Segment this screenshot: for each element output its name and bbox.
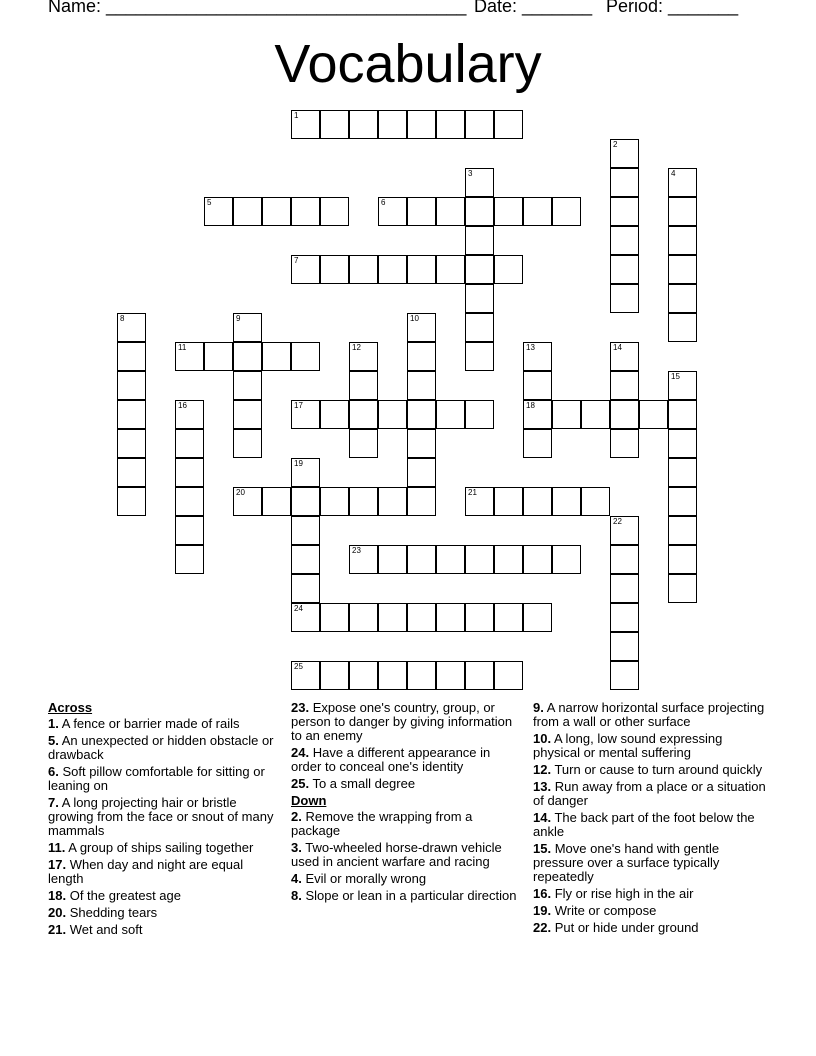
- clue-item: [533, 732, 769, 760]
- clue-item: [291, 810, 517, 838]
- clue-number: 25: [294, 662, 303, 671]
- clue-item: [533, 887, 769, 901]
- crossword-cell[interactable]: [610, 632, 639, 661]
- crossword-cell[interactable]: [291, 342, 320, 371]
- clue-text: Move one's hand with gentle pressure over a surface typically repeatedly: [533, 841, 720, 884]
- crossword-cell[interactable]: [407, 255, 436, 284]
- crossword-cell[interactable]: [465, 487, 494, 516]
- crossword-cell[interactable]: [378, 545, 407, 574]
- clue-number-label: 4.: [291, 871, 302, 886]
- crossword-cell[interactable]: [262, 342, 291, 371]
- crossword-cell[interactable]: [320, 603, 349, 632]
- crossword-cell[interactable]: [349, 429, 378, 458]
- clue-number: 10: [410, 314, 419, 323]
- down-heading: Down: [291, 793, 327, 808]
- crossword-cell[interactable]: [378, 197, 407, 226]
- name-field-label: Name: ____________________________________: [48, 0, 467, 16]
- clue-number-label: 6.: [48, 764, 59, 779]
- clue-number: 21: [468, 488, 477, 497]
- crossword-cell[interactable]: [581, 487, 610, 516]
- clue-item: [48, 906, 274, 920]
- clue-number: 24: [294, 604, 303, 613]
- crossword-cell[interactable]: [378, 661, 407, 690]
- crossword-cell[interactable]: [668, 487, 697, 516]
- clue-text: Evil or morally wrong: [305, 871, 427, 886]
- clue-text: Shedding tears: [69, 905, 158, 920]
- crossword-cell[interactable]: [668, 516, 697, 545]
- crossword-cell[interactable]: [610, 400, 639, 429]
- crossword-cell[interactable]: [668, 400, 697, 429]
- crossword-cell[interactable]: [320, 487, 349, 516]
- clue-column-1: [48, 701, 274, 940]
- clue-number: 8: [120, 314, 125, 323]
- crossword-cell[interactable]: [291, 110, 320, 139]
- crossword-cell[interactable]: [668, 458, 697, 487]
- crossword-cell[interactable]: [465, 603, 494, 632]
- clue-text: Put or hide under ground: [554, 920, 699, 935]
- crossword-cell[interactable]: [291, 487, 320, 516]
- clue-number-label: 14.: [533, 810, 552, 825]
- clue-text: Fly or rise high in the air: [554, 886, 694, 901]
- clue-item: [48, 734, 274, 762]
- crossword-cell[interactable]: [523, 603, 552, 632]
- clue-text: A fence or barrier made of rails: [61, 716, 240, 731]
- crossword-cell[interactable]: [117, 458, 146, 487]
- clue-item: [48, 923, 274, 937]
- clue-text: Two-wheeled horse-drawn vehicle used in ancient warfare and racing: [291, 840, 502, 869]
- crossword-cell[interactable]: [320, 110, 349, 139]
- crossword-cell[interactable]: [494, 197, 523, 226]
- crossword-cell[interactable]: [117, 371, 146, 400]
- across-heading: Across: [48, 700, 93, 715]
- crossword-cell[interactable]: [523, 487, 552, 516]
- clue-text: When day and night are equal length: [48, 857, 244, 886]
- crossword-cell[interactable]: [233, 313, 262, 342]
- crossword-cell[interactable]: [668, 197, 697, 226]
- clue-item: [291, 701, 517, 743]
- crossword-cell[interactable]: [117, 487, 146, 516]
- crossword-cell[interactable]: [233, 487, 262, 516]
- crossword-cell[interactable]: [465, 197, 494, 226]
- clue-number: 12: [352, 343, 361, 352]
- clue-number-label: 22.: [533, 920, 552, 935]
- clue-item: [533, 921, 769, 935]
- clue-number: 6: [381, 198, 386, 207]
- crossword-cell[interactable]: [552, 545, 581, 574]
- crossword-cell[interactable]: [349, 603, 378, 632]
- crossword-cell[interactable]: [668, 168, 697, 197]
- clue-item: [291, 746, 517, 774]
- crossword-cell[interactable]: [378, 400, 407, 429]
- crossword-cell[interactable]: [262, 487, 291, 516]
- crossword-cell[interactable]: [349, 371, 378, 400]
- clue-item: [533, 904, 769, 918]
- crossword-cell[interactable]: [668, 255, 697, 284]
- crossword-cell[interactable]: [668, 429, 697, 458]
- crossword-cell[interactable]: [494, 545, 523, 574]
- clue-item: [48, 858, 274, 886]
- crossword-cell[interactable]: [291, 574, 320, 603]
- crossword-cell[interactable]: [291, 458, 320, 487]
- crossword-cell[interactable]: [233, 342, 262, 371]
- crossword-cell[interactable]: [320, 255, 349, 284]
- clue-number: 17: [294, 401, 303, 410]
- clue-number: 11: [178, 343, 187, 352]
- crossword-cell[interactable]: [494, 110, 523, 139]
- crossword-cell[interactable]: [378, 110, 407, 139]
- clue-number: 9: [236, 314, 241, 323]
- crossword-cell[interactable]: [523, 197, 552, 226]
- clue-item: [48, 796, 274, 838]
- clue-item: [48, 889, 274, 903]
- crossword-cell[interactable]: [465, 226, 494, 255]
- clue-item: [291, 872, 517, 886]
- clue-number: 20: [236, 488, 245, 497]
- crossword-cell[interactable]: [175, 516, 204, 545]
- crossword-cell[interactable]: [610, 574, 639, 603]
- clue-number: 1: [294, 111, 299, 120]
- crossword-cell[interactable]: [465, 342, 494, 371]
- crossword-cell[interactable]: [233, 197, 262, 226]
- crossword-cell[interactable]: [610, 429, 639, 458]
- clue-number: 16: [178, 401, 187, 410]
- page-title: Vocabulary: [274, 34, 542, 94]
- clue-number-label: 25.: [291, 776, 310, 791]
- crossword-cell[interactable]: [291, 400, 320, 429]
- crossword-cell[interactable]: [378, 603, 407, 632]
- clue-text: Write or compose: [554, 903, 657, 918]
- crossword-cell[interactable]: [378, 255, 407, 284]
- clue-number: 19: [294, 459, 303, 468]
- crossword-cell[interactable]: [610, 342, 639, 371]
- clue-number-label: 24.: [291, 745, 310, 760]
- crossword-cell[interactable]: [436, 603, 465, 632]
- clue-text: Turn or cause to turn around quickly: [554, 762, 763, 777]
- clue-number: 4: [671, 169, 676, 178]
- crossword-cell[interactable]: [175, 342, 204, 371]
- clue-number: 23: [352, 546, 361, 555]
- crossword-cell[interactable]: [117, 313, 146, 342]
- crossword-cell[interactable]: [668, 226, 697, 255]
- crossword-cell[interactable]: [465, 168, 494, 197]
- crossword-cell[interactable]: [610, 661, 639, 690]
- clue-text: Slope or lean in a particular direction: [305, 888, 517, 903]
- clue-number-label: 11.: [48, 840, 66, 855]
- clue-item: [533, 763, 769, 777]
- clue-number-label: 8.: [291, 888, 302, 903]
- clue-item: [48, 765, 274, 793]
- crossword-cell[interactable]: [320, 661, 349, 690]
- crossword-cell[interactable]: [291, 661, 320, 690]
- crossword-cell[interactable]: [407, 458, 436, 487]
- crossword-cell[interactable]: [610, 197, 639, 226]
- clue-number: 15: [671, 372, 680, 381]
- crossword-cell[interactable]: [349, 487, 378, 516]
- clue-number-label: 21.: [48, 922, 67, 937]
- crossword-cell[interactable]: [494, 661, 523, 690]
- crossword-cell[interactable]: [523, 545, 552, 574]
- crossword-cell[interactable]: [523, 342, 552, 371]
- crossword-cell[interactable]: [407, 342, 436, 371]
- crossword-cell[interactable]: [349, 545, 378, 574]
- clue-number-label: 16.: [533, 886, 552, 901]
- crossword-cell[interactable]: [407, 400, 436, 429]
- crossword-cell[interactable]: [291, 197, 320, 226]
- clue-text: Remove the wrapping from a package: [291, 809, 473, 838]
- clue-number: 2: [613, 140, 618, 149]
- clue-text: A long, low sound expressing physical or mental suffering: [533, 731, 723, 760]
- crossword-cell[interactable]: [436, 110, 465, 139]
- crossword-cell[interactable]: [407, 661, 436, 690]
- clue-item: [291, 841, 517, 869]
- crossword-cell[interactable]: [552, 400, 581, 429]
- crossword-cell[interactable]: [436, 545, 465, 574]
- clue-item: [533, 842, 769, 884]
- crossword-cell[interactable]: [204, 197, 233, 226]
- clue-number: 22: [613, 517, 622, 526]
- crossword-cell[interactable]: [349, 255, 378, 284]
- crossword-cell[interactable]: [610, 168, 639, 197]
- crossword-cell[interactable]: [552, 197, 581, 226]
- clue-text: A long projecting hair or bristle growing from the face or snout of many mammals: [48, 795, 274, 838]
- clue-number: 18: [526, 401, 535, 410]
- clue-number-label: 12.: [533, 762, 552, 777]
- clue-item: [533, 811, 769, 839]
- date-field-label: Date: _______: [474, 0, 593, 16]
- crossword-cell[interactable]: [175, 458, 204, 487]
- crossword-cell[interactable]: [407, 313, 436, 342]
- crossword-cell[interactable]: [668, 574, 697, 603]
- clue-number-label: 5.: [48, 733, 59, 748]
- clue-item: [291, 777, 517, 791]
- crossword-cell[interactable]: [407, 371, 436, 400]
- crossword-cell[interactable]: [494, 255, 523, 284]
- crossword-cell[interactable]: [610, 371, 639, 400]
- crossword-cell[interactable]: [175, 429, 204, 458]
- crossword-cell[interactable]: [175, 487, 204, 516]
- crossword-cell[interactable]: [465, 545, 494, 574]
- crossword-cell[interactable]: [436, 255, 465, 284]
- crossword-cell[interactable]: [465, 284, 494, 313]
- clue-text: The back part of the foot below the ankle: [533, 810, 755, 839]
- crossword-cell[interactable]: [320, 197, 349, 226]
- crossword-cell[interactable]: [523, 429, 552, 458]
- clue-text: A narrow horizontal surface projecting from a wall or other surface: [533, 700, 765, 729]
- crossword-cell[interactable]: [465, 661, 494, 690]
- crossword-cell[interactable]: [523, 371, 552, 400]
- clue-number-label: 9.: [533, 700, 544, 715]
- crossword-cell[interactable]: [291, 545, 320, 574]
- crossword-cell[interactable]: [407, 487, 436, 516]
- crossword-cell[interactable]: [175, 545, 204, 574]
- crossword-cell[interactable]: [610, 603, 639, 632]
- clue-text: To a small degree: [312, 776, 416, 791]
- crossword-cell[interactable]: [291, 603, 320, 632]
- crossword-cell[interactable]: [436, 661, 465, 690]
- crossword-cell[interactable]: [465, 255, 494, 284]
- crossword-cell[interactable]: [349, 661, 378, 690]
- crossword-cell[interactable]: [291, 255, 320, 284]
- crossword-cell[interactable]: [436, 400, 465, 429]
- crossword-cell[interactable]: [668, 313, 697, 342]
- crossword-cell[interactable]: [262, 197, 291, 226]
- clue-number: 13: [526, 343, 535, 352]
- crossword-cell[interactable]: [407, 110, 436, 139]
- clue-number-label: 20.: [48, 905, 67, 920]
- clue-column-3: [533, 701, 769, 938]
- clue-text: An unexpected or hidden obstacle or drawback: [48, 733, 274, 762]
- crossword-cell[interactable]: [320, 400, 349, 429]
- crossword-cell[interactable]: [349, 110, 378, 139]
- crossword-cell[interactable]: [175, 400, 204, 429]
- crossword-cell[interactable]: [610, 255, 639, 284]
- crossword-cell[interactable]: [465, 110, 494, 139]
- crossword-cell[interactable]: [233, 400, 262, 429]
- clue-text: Wet and soft: [69, 922, 143, 937]
- crossword-cell[interactable]: [349, 400, 378, 429]
- clue-text: Expose one's country, group, or person to danger by giving information to an enemy: [291, 700, 513, 743]
- crossword-cell[interactable]: [233, 429, 262, 458]
- crossword-cell[interactable]: [610, 516, 639, 545]
- crossword-cell[interactable]: [610, 545, 639, 574]
- clue-number: 14: [613, 343, 622, 352]
- clue-number-label: 2.: [291, 809, 302, 824]
- crossword-cell[interactable]: [610, 139, 639, 168]
- clue-item: [48, 717, 274, 731]
- crossword-cell[interactable]: [436, 197, 465, 226]
- crossword-cell[interactable]: [610, 284, 639, 313]
- crossword-cell[interactable]: [668, 371, 697, 400]
- clue-text: Have a different appearance in order to conceal one's identity: [291, 745, 491, 774]
- clue-column-2: [291, 701, 517, 906]
- crossword-cell[interactable]: [407, 545, 436, 574]
- crossword-cell[interactable]: [407, 197, 436, 226]
- crossword-cell[interactable]: [639, 400, 668, 429]
- crossword-cell[interactable]: [407, 429, 436, 458]
- crossword-cell[interactable]: [349, 342, 378, 371]
- crossword-cell[interactable]: [117, 429, 146, 458]
- crossword-cell[interactable]: [494, 603, 523, 632]
- clue-number-label: 18.: [48, 888, 67, 903]
- crossword-cell[interactable]: [465, 313, 494, 342]
- clue-number-label: 1.: [48, 716, 59, 731]
- clue-number-label: 3.: [291, 840, 302, 855]
- clue-number: 7: [294, 256, 299, 265]
- crossword-cell[interactable]: [378, 487, 407, 516]
- clue-number-label: 7.: [48, 795, 59, 810]
- clue-number-label: 15.: [533, 841, 552, 856]
- clue-number-label: 13.: [533, 779, 552, 794]
- clue-text: A group of ships sailing together: [68, 840, 254, 855]
- crossword-cell[interactable]: [233, 371, 262, 400]
- clue-number-label: 10.: [533, 731, 552, 746]
- crossword-cell[interactable]: [668, 545, 697, 574]
- clue-text: Of the greatest age: [69, 888, 181, 903]
- crossword-cell[interactable]: [117, 400, 146, 429]
- clue-number: 5: [207, 198, 212, 207]
- crossword-cell[interactable]: [668, 284, 697, 313]
- crossword-cell[interactable]: [465, 400, 494, 429]
- crossword-cell[interactable]: [552, 487, 581, 516]
- clue-number-label: 17.: [48, 857, 67, 872]
- crossword-cell[interactable]: [291, 516, 320, 545]
- period-field-label: Period: _______: [606, 0, 739, 16]
- clue-item: [533, 780, 769, 808]
- crossword-cell[interactable]: [494, 487, 523, 516]
- crossword-cell[interactable]: [204, 342, 233, 371]
- clue-number-label: 23.: [291, 700, 310, 715]
- clue-item: [291, 889, 517, 903]
- clue-text: Soft pillow comfortable for sitting or leaning on: [48, 764, 265, 793]
- clue-number-label: 19.: [533, 903, 552, 918]
- crossword-cell[interactable]: [407, 603, 436, 632]
- crossword-cell[interactable]: [523, 400, 552, 429]
- crossword-cell[interactable]: [610, 226, 639, 255]
- crossword-cell[interactable]: [117, 342, 146, 371]
- clue-number: 3: [468, 169, 473, 178]
- clue-item: [533, 701, 769, 729]
- clue-text: Run away from a place or a situation of danger: [533, 779, 766, 808]
- clue-item: [48, 841, 274, 855]
- crossword-cell[interactable]: [581, 400, 610, 429]
